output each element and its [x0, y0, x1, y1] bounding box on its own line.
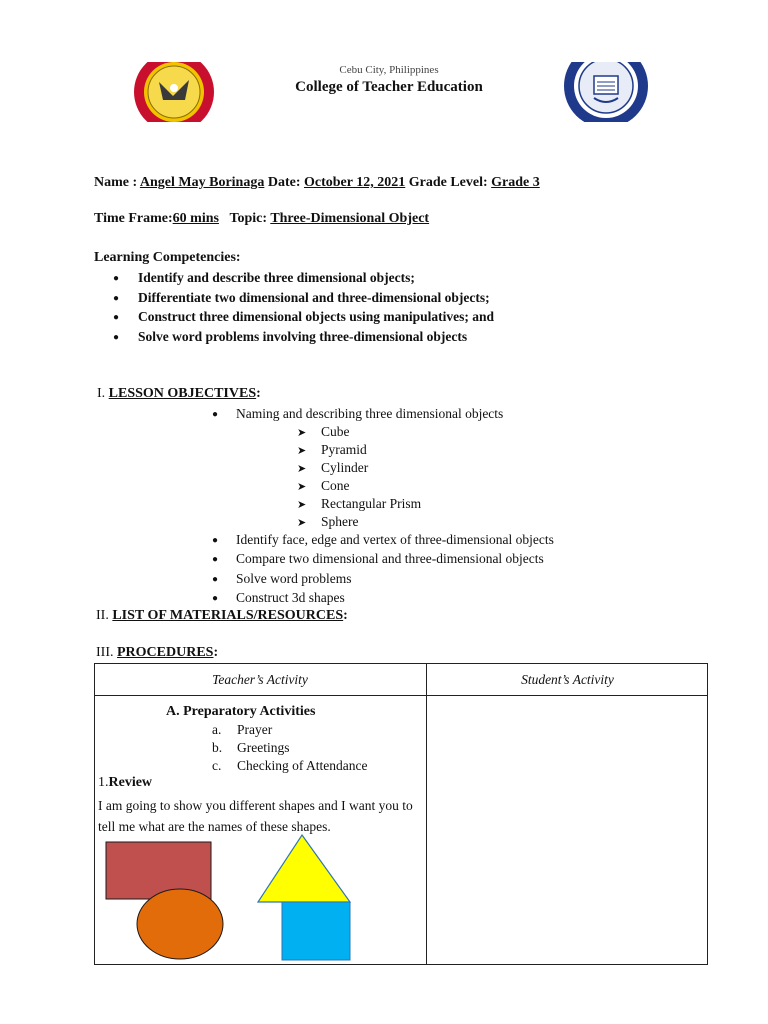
- student-activity-header: Student’s Activity: [521, 672, 614, 687]
- objective-item: ● Construct 3d shapes: [212, 589, 345, 607]
- competencies-heading: Learning Competencies:: [94, 250, 241, 265]
- review-heading: 1.Review: [98, 775, 153, 790]
- red-rectangle-shape: [106, 842, 211, 899]
- objective-item: ● Identify face, edge and vertex of three-dimensional objects: [212, 531, 554, 549]
- bullet-icon: ●: [113, 312, 120, 324]
- list-item: ● Identify and describe three dimensional objects;: [113, 268, 494, 288]
- date-label: Date:: [267, 175, 301, 190]
- orange-oval-shape: [137, 889, 223, 959]
- shape-item: ➤ Cylinder: [297, 459, 368, 477]
- preparatory-activities-title: A. Preparatory Activities: [166, 704, 316, 719]
- grade-label: Grade Level:: [408, 175, 488, 190]
- bullet-icon: ●: [212, 534, 219, 546]
- shape-item: ➤ Cube: [297, 423, 350, 441]
- list-item: ● Construct three dimensional objects using manipulatives; and: [113, 307, 494, 327]
- date-value: October 12, 2021: [304, 175, 406, 190]
- name-label: Name :: [94, 175, 138, 190]
- objective-item: ● Solve word problems: [212, 570, 352, 588]
- grade-value: Grade 3: [491, 175, 540, 190]
- university-seal-left-icon: [133, 62, 215, 122]
- lesson-objectives-heading: I. LESSON OBJECTIVES:: [97, 386, 261, 401]
- bullet-icon: ●: [212, 573, 219, 585]
- materials-heading: II. LIST OF MATERIALS/RESOURCES:: [96, 608, 348, 623]
- time-value: 60 mins: [172, 211, 219, 226]
- bullet-icon: ●: [212, 553, 219, 565]
- yellow-triangle-shape: [258, 835, 350, 902]
- arrow-bullet-icon: ➤: [297, 499, 307, 511]
- review-paragraph: I am going to show you different shapes and I want you to tell me what are the names of these shapes.: [98, 798, 413, 834]
- bullet-icon: ●: [212, 408, 219, 420]
- table-column-divider: [426, 663, 427, 965]
- teacher-activity-header: Teacher’s Activity: [212, 672, 308, 687]
- shape-item: ➤ Pyramid: [297, 441, 367, 459]
- shape-item: ➤ Rectangular Prism: [297, 495, 421, 513]
- table-header-divider: [94, 695, 708, 696]
- topic-value: Three-Dimensional Object: [270, 211, 430, 226]
- topic-label: Topic:: [229, 211, 268, 226]
- college-title: College of Teacher Education: [295, 79, 483, 95]
- university-seal-right-icon: [563, 62, 649, 122]
- time-label: Time Frame:: [94, 211, 173, 226]
- shape-item: ➤ Cone: [297, 477, 350, 495]
- time-topic-line: [94, 211, 429, 227]
- objective-item: ● Compare two dimensional and three-dimensional objects: [212, 550, 544, 568]
- blue-square-shape: [282, 902, 350, 960]
- shape-item: ➤ Sphere: [297, 513, 359, 531]
- name-value: Angel May Borinaga: [139, 175, 265, 190]
- list-item: ● Differentiate two dimensional and three-dimensional objects;: [113, 288, 494, 308]
- arrow-bullet-icon: ➤: [297, 445, 307, 457]
- arrow-bullet-icon: ➤: [297, 463, 307, 475]
- arrow-bullet-icon: ➤: [297, 427, 307, 439]
- list-item: ● Solve word problems involving three-dimensional objects: [113, 327, 494, 347]
- city-text: Cebu City, Philippines: [339, 64, 439, 76]
- name-date-grade-line: [94, 175, 540, 191]
- arrow-bullet-icon: ➤: [297, 481, 307, 493]
- list-item: b. Greetings: [212, 740, 290, 755]
- competencies-list: [113, 268, 494, 346]
- bullet-icon: ●: [212, 592, 219, 604]
- list-item: c. Checking of Attendance: [212, 758, 368, 773]
- procedures-heading: III. PROCEDURES:: [96, 645, 219, 660]
- bullet-icon: ●: [113, 331, 120, 343]
- arrow-bullet-icon: ➤: [297, 517, 307, 529]
- list-item: a. Prayer: [212, 722, 273, 737]
- bullet-icon: ●: [113, 273, 120, 285]
- objective-item: ● Naming and describing three dimensional objects: [212, 405, 503, 423]
- bullet-icon: ●: [113, 292, 120, 304]
- shapes-illustration: [100, 832, 360, 962]
